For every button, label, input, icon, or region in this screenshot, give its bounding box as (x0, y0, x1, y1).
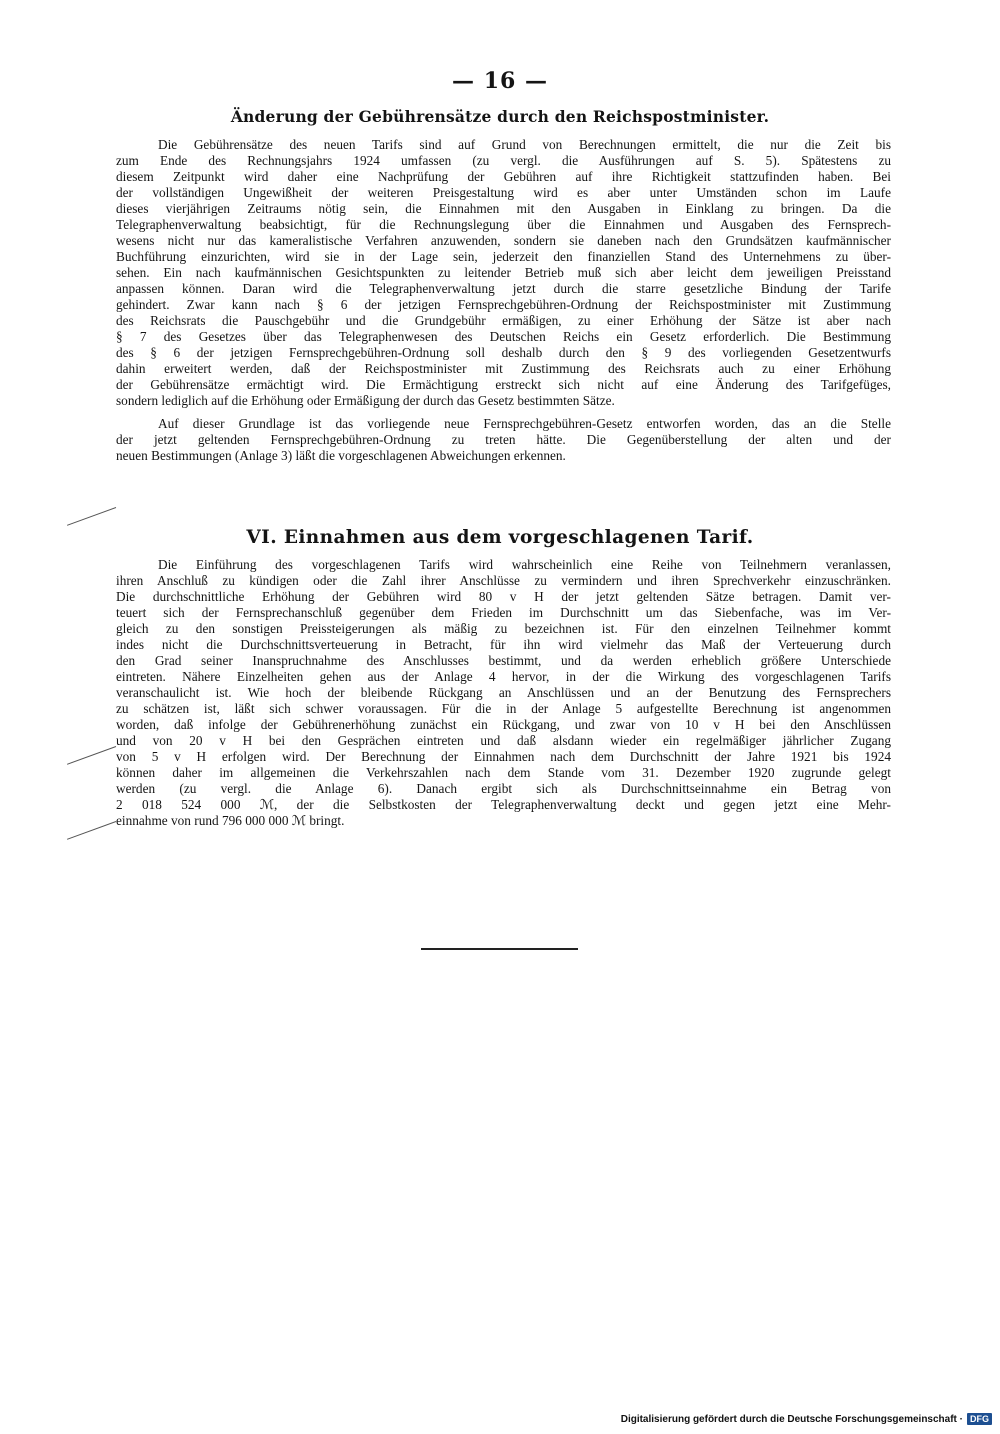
text-line: ihren Anschluß zu kündigen oder die Zahl ihrer Anschlüsse zu vermindern und ihren Sprechverkehr einzuschränken. (116, 573, 891, 588)
section-heading-revenue: VI. Einnahmen aus dem vorgeschlagenen Tarif. (246, 527, 754, 548)
text-line: werden (zu vergl. die Anlage 6). Danach ergibt sich als Durchschnittseinnahme ein Betrag von (116, 781, 891, 796)
margin-mark (67, 746, 116, 765)
text-line: Die Gebührensätze des neuen Tarifs sind auf Grund von Berechnungen ermittelt, die nur die Zeit bis (158, 137, 891, 152)
text-line: des § 6 der jetzigen Fernsprechgebühren-Ordnung soll deshalb durch den § 9 des vorliegenden Gesetzentwurfs (116, 345, 891, 360)
text-line: indes nicht die Durchschnittsverteuerung in Betracht, für ihn wird vielmehr das Maß der Verteuerung durch (116, 637, 891, 652)
text-line: des Reichsrats die Pauschgebühr und die Grundgebühr ermäßigen, zu einer Erhöhung der Sätze ist aber nach (116, 313, 891, 328)
text-line: sehen. Ein nach kaufmännischen Gesichtspunkten zu leitender Betrieb muß sich aber leicht dem jeweiligen Preisstand (116, 265, 891, 280)
text-line: sondern lediglich auf die Erhöhung oder Ermäßigung der durch das Gesetz bestimmten Sätze. (116, 393, 615, 408)
text-line: den Grad seiner Inanspruchnahme des Anschlusses bestimmt, und da werden erheblich größere Unterschiede (116, 653, 891, 668)
credit-text: Digitalisierung gefördert durch die Deutsche Forschungsgemeinschaft · (620, 1413, 963, 1425)
text-line: der jetzt geltenden Fernsprechgebühren-Ordnung zu treten hätte. Die Gegenüberstellung der alten und der (116, 432, 891, 447)
text-line: und von 20 v H bei den Gesprächen eintreten und daß alsdann wieder ein regelmäßiger jährlicher Zugang (116, 733, 891, 748)
text-line: zu schätzen ist, läßt sich schwer voraussagen. Für die in der Anlage 5 aufgestellte Berechnung ist angenommen (116, 701, 891, 716)
margin-mark (67, 507, 116, 526)
text-line: veranschaulicht ist. Wie hoch der bleibende Rückgang an Anschlüssen und an der Benutzung des Fernsprechers (116, 685, 891, 700)
text-line: Die Einführung des vorgeschlagenen Tarifs wird wahrscheinlich eine Reihe von Teilnehmern veranlassen, (158, 557, 891, 572)
text-line: worden, daß infolge der Gebührenerhöhung zunächst ein Rückgang, und zwar von 10 v H bei den Anschlüssen (116, 717, 891, 732)
text-line: dahin erweitert werden, daß der Reichspostminister mit Zustimmung des Reichsrats auch zu einer Erhöhung (116, 361, 891, 376)
text-line: gleich zu den sonstigen Preissteigerungen als mäßig zu bezeichnen ist. Für den einzelnen Teilnehmer kommt (116, 621, 891, 636)
text-line: zum Ende des Rechnungsjahrs 1924 umfassen (zu vergl. die Ausführungen auf S. 5). Spätestens zu (116, 153, 891, 168)
text-line: diesem Zeitpunkt wird daher eine Nachprüfung der Gebühren auf ihre Richtigkeit stattzufinden haben. Bei (116, 169, 891, 184)
text-line: der vollständigen Ungewißheit der weiteren Preisgestaltung wird es aber unter Umständen schon im Laufe (116, 185, 891, 200)
text-line: § 7 des Gesetzes über das Telegraphenwesen des Deutschen Reichs ein Gesetz erforderlich. Die Bestimmung (116, 329, 891, 344)
text-line: Auf dieser Grundlage ist das vorliegende neue Fernsprechgebühren-Gesetz entworfen worden, das an die Stelle (158, 416, 891, 431)
margin-mark (67, 821, 116, 840)
text-line: 2 018 524 000 ℳ, der die Selbstkosten der Telegraphenverwaltung deckt und gegen jetzt eine Mehr- (116, 797, 891, 812)
text-line: dieses vierjährigen Zeitraums nötig sein, die Einnahmen mit den Ausgaben in Einklang zu bringen. Da die (116, 201, 891, 216)
text-line: Die durchschnittliche Erhöhung der Gebühren wird 80 v H der jetzt geltenden Sätze betragen. Damit ver- (116, 589, 891, 604)
text-line: teuert sich der Fernsprechanschluß gegenüber dem Frieden im Durchschnitt um das Siebenfache, was im Ver- (116, 605, 891, 620)
section-heading-rates: Änderung der Gebührensätze durch den Reichspostminister. (230, 107, 770, 126)
digitization-credit (621, 1413, 992, 1425)
text-line: einnahme von rund 796 000 000 ℳ bringt. (116, 813, 345, 828)
text-line: Buchführung einzurichten, wird sie in der Lage sein, jederzeit den finanziellen Stand des Unternehmens zu über- (116, 249, 891, 264)
text-line: wesens nicht nur das kameralistische Verfahren anzuwenden, sondern sie daneben nach den Grundsätzen kaufmännischer (116, 233, 891, 248)
text-line: können daher im allgemeinen die Verkehrszahlen nach dem Stande vom 31. Dezember 1920 zugrunde gelegt (116, 765, 891, 780)
text-line: neuen Bestimmungen (Anlage 3) läßt die vorgeschlagenen Abweichungen erkennen. (116, 448, 566, 463)
text-line: eintreten. Nähere Einzelheiten gehen aus der Anlage 4 hervor, in der die Wirkung des vorgeschlagenen Tarifs (116, 669, 891, 684)
text-line: Telegraphenverwaltung beabsichtigt, für die Rechnungslegung über die Einnahmen und Ausgaben des Fernsprech- (116, 217, 891, 232)
text-line: von 5 v H erfolgen wird. Der Berechnung der Einnahmen nach dem Durchschnitt der Jahre 1921 bis 1924 (116, 749, 891, 764)
end-rule (421, 948, 578, 950)
text-line: der Gebührensätze ermächtigt wird. Die Ermächtigung erstreckt sich nicht auf eine Änderung des Tarifgefüges, (116, 377, 891, 392)
text-line: anpassen können. Daran wird die Telegraphenverwaltung jetzt durch die starre gesetzliche Bindung der Tarife (116, 281, 891, 296)
dfg-logo: DFG (967, 1413, 992, 1425)
page-number: — 16 — (452, 68, 548, 94)
text-line: gehindert. Zwar kann nach § 6 der jetzigen Fernsprechgebühren-Ordnung der Reichspostminister mit Zustimmung (116, 297, 891, 312)
